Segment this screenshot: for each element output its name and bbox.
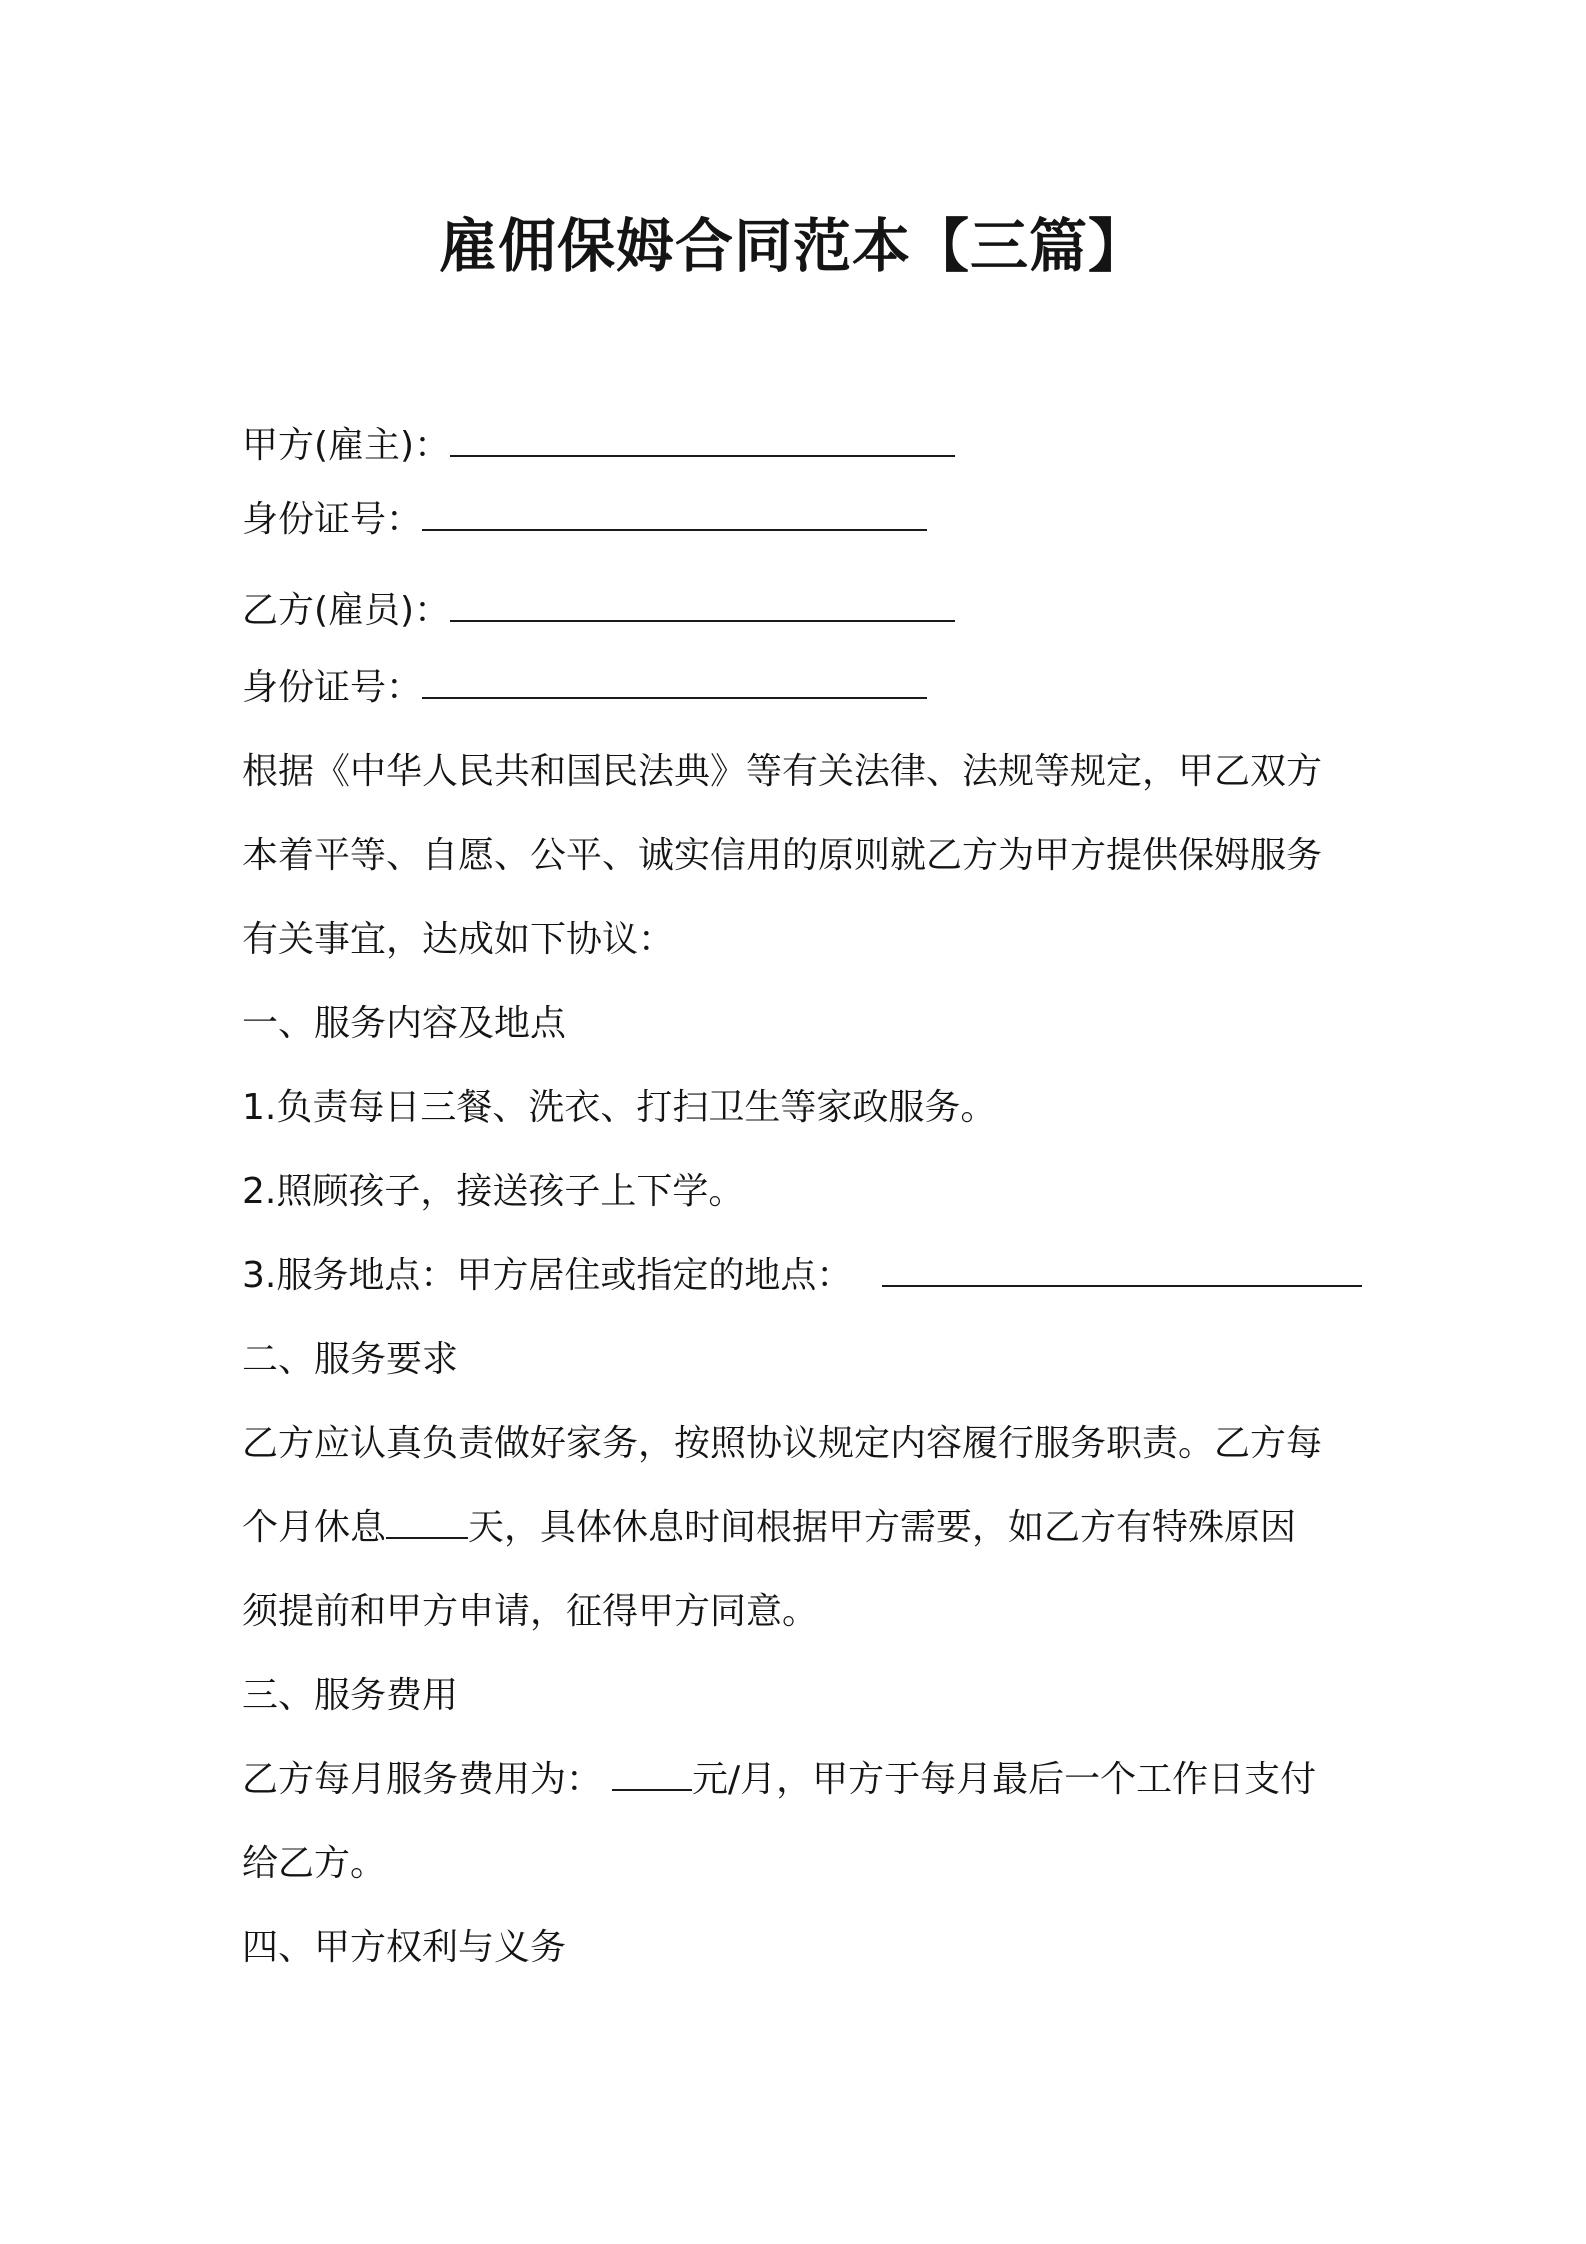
section-heading: 二、服务要求 [242,1339,459,1380]
party-a-name-blank[interactable] [450,445,955,457]
fee-amount-blank[interactable] [612,1779,692,1791]
rest-days-blank[interactable] [386,1527,468,1539]
party-a-label: 甲方(雇主)： [242,425,451,466]
requirement-line: 乙方应认真负责做好家务，按照协议规定内容履行服务职责。乙方每 [242,1423,1323,1464]
requirement-line: 须提前和甲方申请，征得甲方同意。 [242,1591,819,1632]
section-heading: 一、服务内容及地点 [242,1003,567,1044]
fee-line-end: 给乙方。 [242,1843,387,1884]
party-b-id-label: 身份证号： [242,667,423,708]
service-location-label: 3.服务地点：甲方居住或指定的地点： [242,1255,853,1296]
service-item: 2.照顾孩子，接送孩子上下学。 [242,1171,745,1212]
intro-line: 本着平等、自愿、公平、诚实信用的原则就乙方为甲方提供保姆服务 [242,835,1323,876]
party-a-id-blank[interactable] [422,519,927,531]
fee-line [242,1754,1316,1806]
intro-line: 有关事宜，达成如下协议： [242,919,675,960]
party-b-id-line [242,662,927,714]
service-item: 1.负责每日三餐、洗衣、打扫卫生等家政服务。 [242,1087,997,1128]
party-b-name-blank[interactable] [450,610,955,622]
rest-days-prefix: 个月休息 [242,1507,387,1548]
section-heading: 四、甲方权利与义务 [242,1927,567,1968]
party-a-line [242,420,955,472]
party-a-id-line [242,494,927,546]
service-location-line [242,1250,1362,1302]
service-location-blank[interactable] [882,1275,1362,1287]
party-b-id-blank[interactable] [422,687,927,699]
intro-line: 根据《中华人民共和国民法典》等有关法律、法规等规定，甲乙双方 [242,751,1323,792]
party-b-line [242,585,955,637]
party-b-label: 乙方(雇员)： [242,590,451,631]
rest-days-line [242,1502,1296,1554]
party-a-id-label: 身份证号： [242,499,423,540]
rest-days-suffix: 天，具体休息时间根据甲方需要，如乙方有特殊原因 [468,1507,1297,1548]
section-heading: 三、服务费用 [242,1675,459,1716]
fee-prefix: 乙方每月服务费用为： [242,1759,603,1800]
document-title: 雇佣保姆合同范本【三篇】 [438,212,1147,280]
fee-suffix: 元/月，甲方于每月最后一个工作日支付 [692,1759,1317,1800]
